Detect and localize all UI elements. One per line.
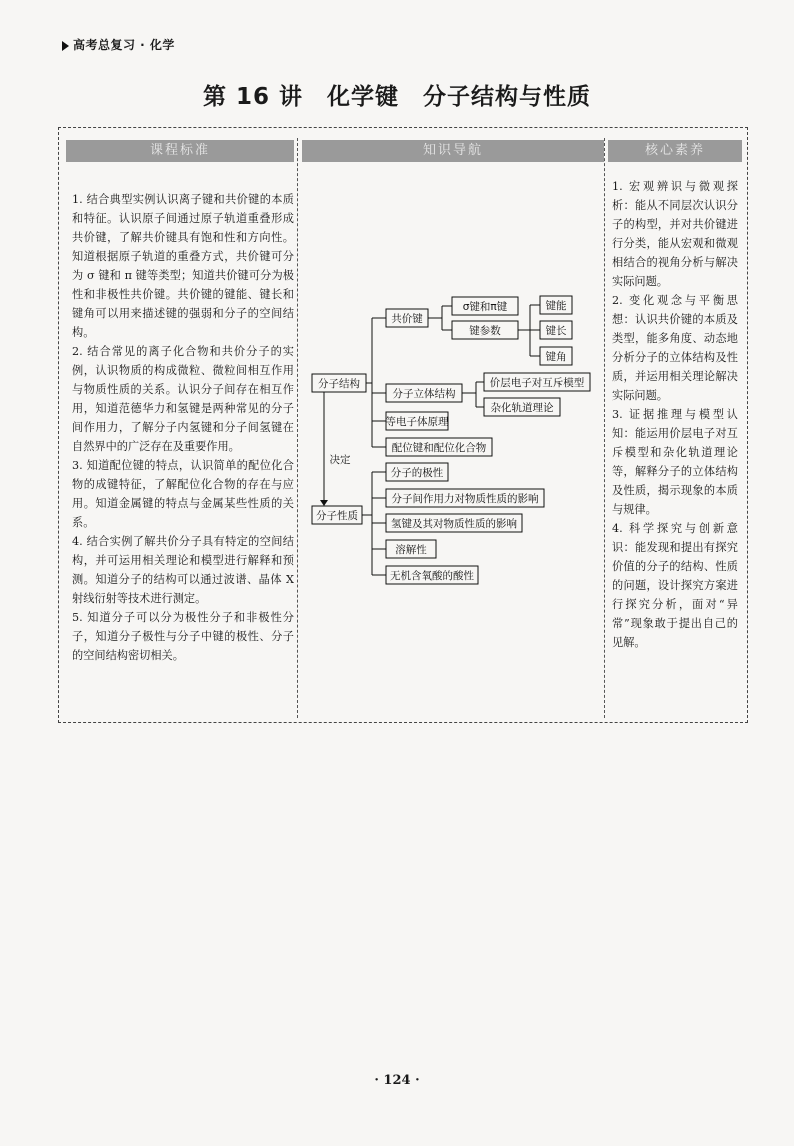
- node-bond-params: 键参数: [469, 325, 501, 337]
- column-divider-right: [604, 138, 605, 718]
- triangle-icon: [62, 41, 69, 51]
- literacy-item: 3. 证据推理与模型认知：能运用价层电子对互斥模型和杂化轨道理论等，解释分子的立体结构及性质，揭示现象的本质与规律。: [612, 408, 738, 516]
- literacy-list: [612, 177, 738, 652]
- node-covalent: 共价键: [391, 313, 423, 325]
- node-acidity: 无机含氧酸的酸性: [390, 570, 474, 582]
- standard-item: 2. 结合常见的离子化合物和共价分子的实例，认识物质的构成微粒、微粒间相互作用与物质性质的关系。认识分子间存在相互作用，知道范德华力和氢键是两种常见的分子间作用力，了解分子内氢键和分子间氢键在自然界中的广泛存在及重要作用。: [72, 345, 294, 453]
- header-tag-text: 高考总复习 · 化学: [73, 38, 175, 52]
- node-coordination: 配位键和配位化合物: [391, 442, 487, 454]
- col-head-literacy: 核心素养: [608, 140, 742, 162]
- node-hbond: 氢键及其对物质性质的影响: [391, 518, 517, 530]
- node-length: 键长: [545, 325, 567, 337]
- node-energy: 键能: [545, 300, 567, 312]
- node-shape: 分子立体结构: [392, 388, 456, 400]
- node-solubility: 溶解性: [395, 544, 427, 556]
- col-head-map: 知识导航: [302, 140, 604, 162]
- node-polarity: 分子的极性: [390, 467, 444, 479]
- standard-item: 5. 知道分子可以分为极性分子和非极性分子，知道分子极性与分子中键的极性、分子的空间结构密切相关。: [72, 611, 294, 662]
- page-title: 第 16 讲 化学键 分子结构与性质: [202, 84, 592, 110]
- arrow-head-icon: [320, 500, 328, 506]
- col-head-standards: 课程标准: [66, 140, 294, 162]
- node-structure: 分子结构: [318, 378, 360, 390]
- node-properties: 分子性质: [316, 510, 358, 522]
- standard-item: 4. 结合实例了解共价分子具有特定的空间结构，并可运用相关理论和模型进行解释和预测。知道分子的结构可以通过波谱、晶体 X 射线衍射等技术进行测定。: [72, 535, 294, 605]
- node-intermolecular: 分子间作用力对物质性质的影响: [391, 493, 539, 505]
- standard-item: 3. 知道配位键的特点，认识简单的配位化合物的成键特征，了解配位化合物的存在与应用。知道金属键的特点与金属某些性质的关系。: [72, 459, 294, 529]
- page-number: · 124 ·: [374, 1073, 420, 1088]
- literacy-item: 4. 科学探究与创新意识：能发现和提出有探究价值的分子的结构、性质的问题，设计探究方案进行探究分析，面对“异常”现象敢于提出自己的见解。: [612, 522, 738, 649]
- standards-list: [72, 190, 294, 665]
- node-angle: 键角: [545, 351, 567, 363]
- node-hybrid: 杂化轨道理论: [490, 402, 554, 414]
- standard-item: 1. 结合典型实例认识离子键和共价键的本质和特征。认识原子间通过原子轨道重叠形成共价键，了解共价键具有饱和性和方向性。知道根据原子轨道的重叠方式，共价键可分为 σ 键和 π 键等类型；知道共价键可分为极性和非极性共价键。共价键的键能、键长和键角可以用来描述键的强弱和分子的空间结构。: [72, 193, 294, 339]
- knowledge-mindmap: [300, 160, 600, 600]
- literacy-item: 1. 宏观辨识与微观探析：能从不同层次认识分子的构型，并对共价键进行分类，能从宏观和微观相结合的视角分析与解决实际问题。: [612, 180, 738, 288]
- node-sigma-pi: σ键和π键: [462, 301, 508, 313]
- column-divider-left: [297, 138, 298, 718]
- node-vsepr: 价层电子对互斥模型: [489, 377, 585, 389]
- header-tag: [62, 36, 175, 53]
- literacy-item: 2. 变化观念与平衡思想：认识共价键的本质及类型，能多角度、动态地分析分子的立体结构及性质，并运用相关理论解决实际问题。: [612, 294, 738, 402]
- node-isoelectronic: 等电子体原理: [385, 416, 449, 428]
- label-decide: 决定: [329, 454, 351, 466]
